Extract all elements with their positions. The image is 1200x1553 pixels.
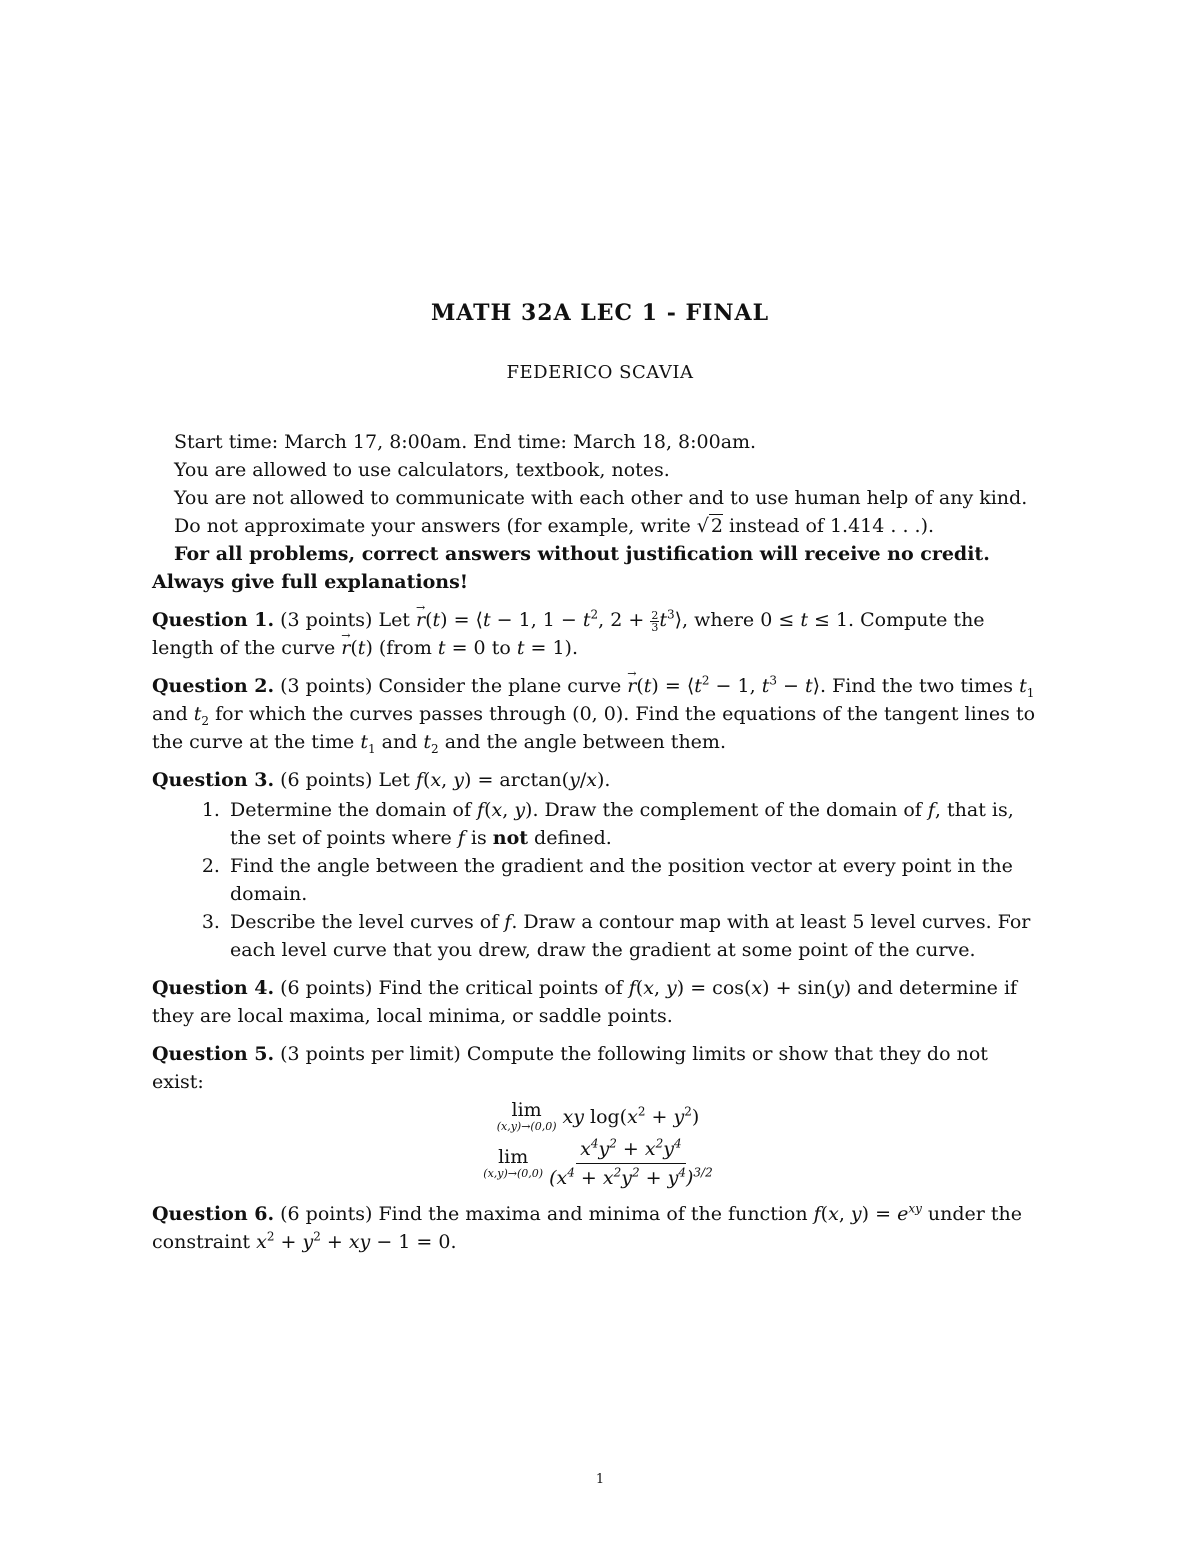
- limit-1: lim (x,y)→(0,0) xy $\log(x^2 + y^2)$: [496, 1099, 700, 1133]
- question-3-parts: [152, 796, 1044, 964]
- question-2: Question 2. (3 points) Consider the plane curve → $r(t) = ⟨t^2 - 1$, $t^3$ − t⟩. Find the two times $t_1$ and $t_2$ for which the curves passes through (0, 0). Find the equations of the tangent lines to the curve at the time $t_1$ and $t_2$ and the angle between them.: [152, 672, 1044, 756]
- question-3-part-1: 1. Determine the domain of f(x, y). Draw the complement of the domain of f, that is, the set of points where f is not defined.: [226, 796, 1044, 852]
- instruction-justification: For all problems, correct answers without justification will receive no credit.: [174, 543, 990, 565]
- question-5-limits: [152, 1100, 1044, 1190]
- exam-body: [152, 428, 1044, 1256]
- question-3-part-2: 2. Find the angle between the gradient and the position vector at every point in the domain.: [226, 852, 1044, 908]
- instruction-allowed: You are allowed to use calculators, textbook, notes.: [174, 459, 670, 481]
- instruction-time: Start time: March 17, 8:00am. End time: March 18, 8:00am.: [174, 431, 757, 453]
- question-5: Question 5. (3 points per limit) Compute the following limits or show that they do not exist:: [152, 1043, 988, 1093]
- question-3: Question 3. (6 points) Let f(x, y) = arctan(y/x).: [152, 769, 611, 791]
- instruction-not-allowed: You are not allowed to communicate with each other and to use human help of any kind.: [174, 487, 1028, 509]
- page-number: 1: [595, 1472, 605, 1487]
- author-name: FEDERICO SCAVIA: [506, 362, 694, 383]
- page-title: MATH 32A LEC 1 - FINAL: [430, 300, 770, 326]
- question-4: Question 4. (6 points) Find the critical points of f(x, y) = cos(x) + sin(y) and determine if they are local maxima, local minima, or saddle points.: [152, 977, 1018, 1027]
- limit-2: lim (x,y)→(0,0) $x^4y^2 + x^2y^4$ $(x^4 + x^2y^2 + y^4)^{3/2}$: [483, 1136, 713, 1189]
- instruction-approximate: Do not approximate your answers (for example, write √ 2 instead of 1.414 . . .).: [174, 515, 935, 537]
- question-3-part-3: 3. Describe the level curves of f. Draw a contour map with at least 5 level curves. For each level curve that you drew, draw the gradient at some point of the curve.: [226, 908, 1044, 964]
- question-6: Question 6. (6 points) Find the maxima and minima of the function f(x, $y) = e^{xy}$ under the constraint $x^2 + y^2$ + xy − 1 = 0.: [152, 1201, 1023, 1253]
- question-1: Question 1. (3 points) Let → r(t) = ⟨t − 1, $1 - t^2$, 2 + $\frac{2}{3}$ $t^3⟩$, where 0 ≤ t ≤ 1. Compute the length of the curve → r(t) (from t = 0 to t = 1).: [152, 606, 1044, 662]
- instruction-explanations: Always give full explanations!: [152, 571, 469, 593]
